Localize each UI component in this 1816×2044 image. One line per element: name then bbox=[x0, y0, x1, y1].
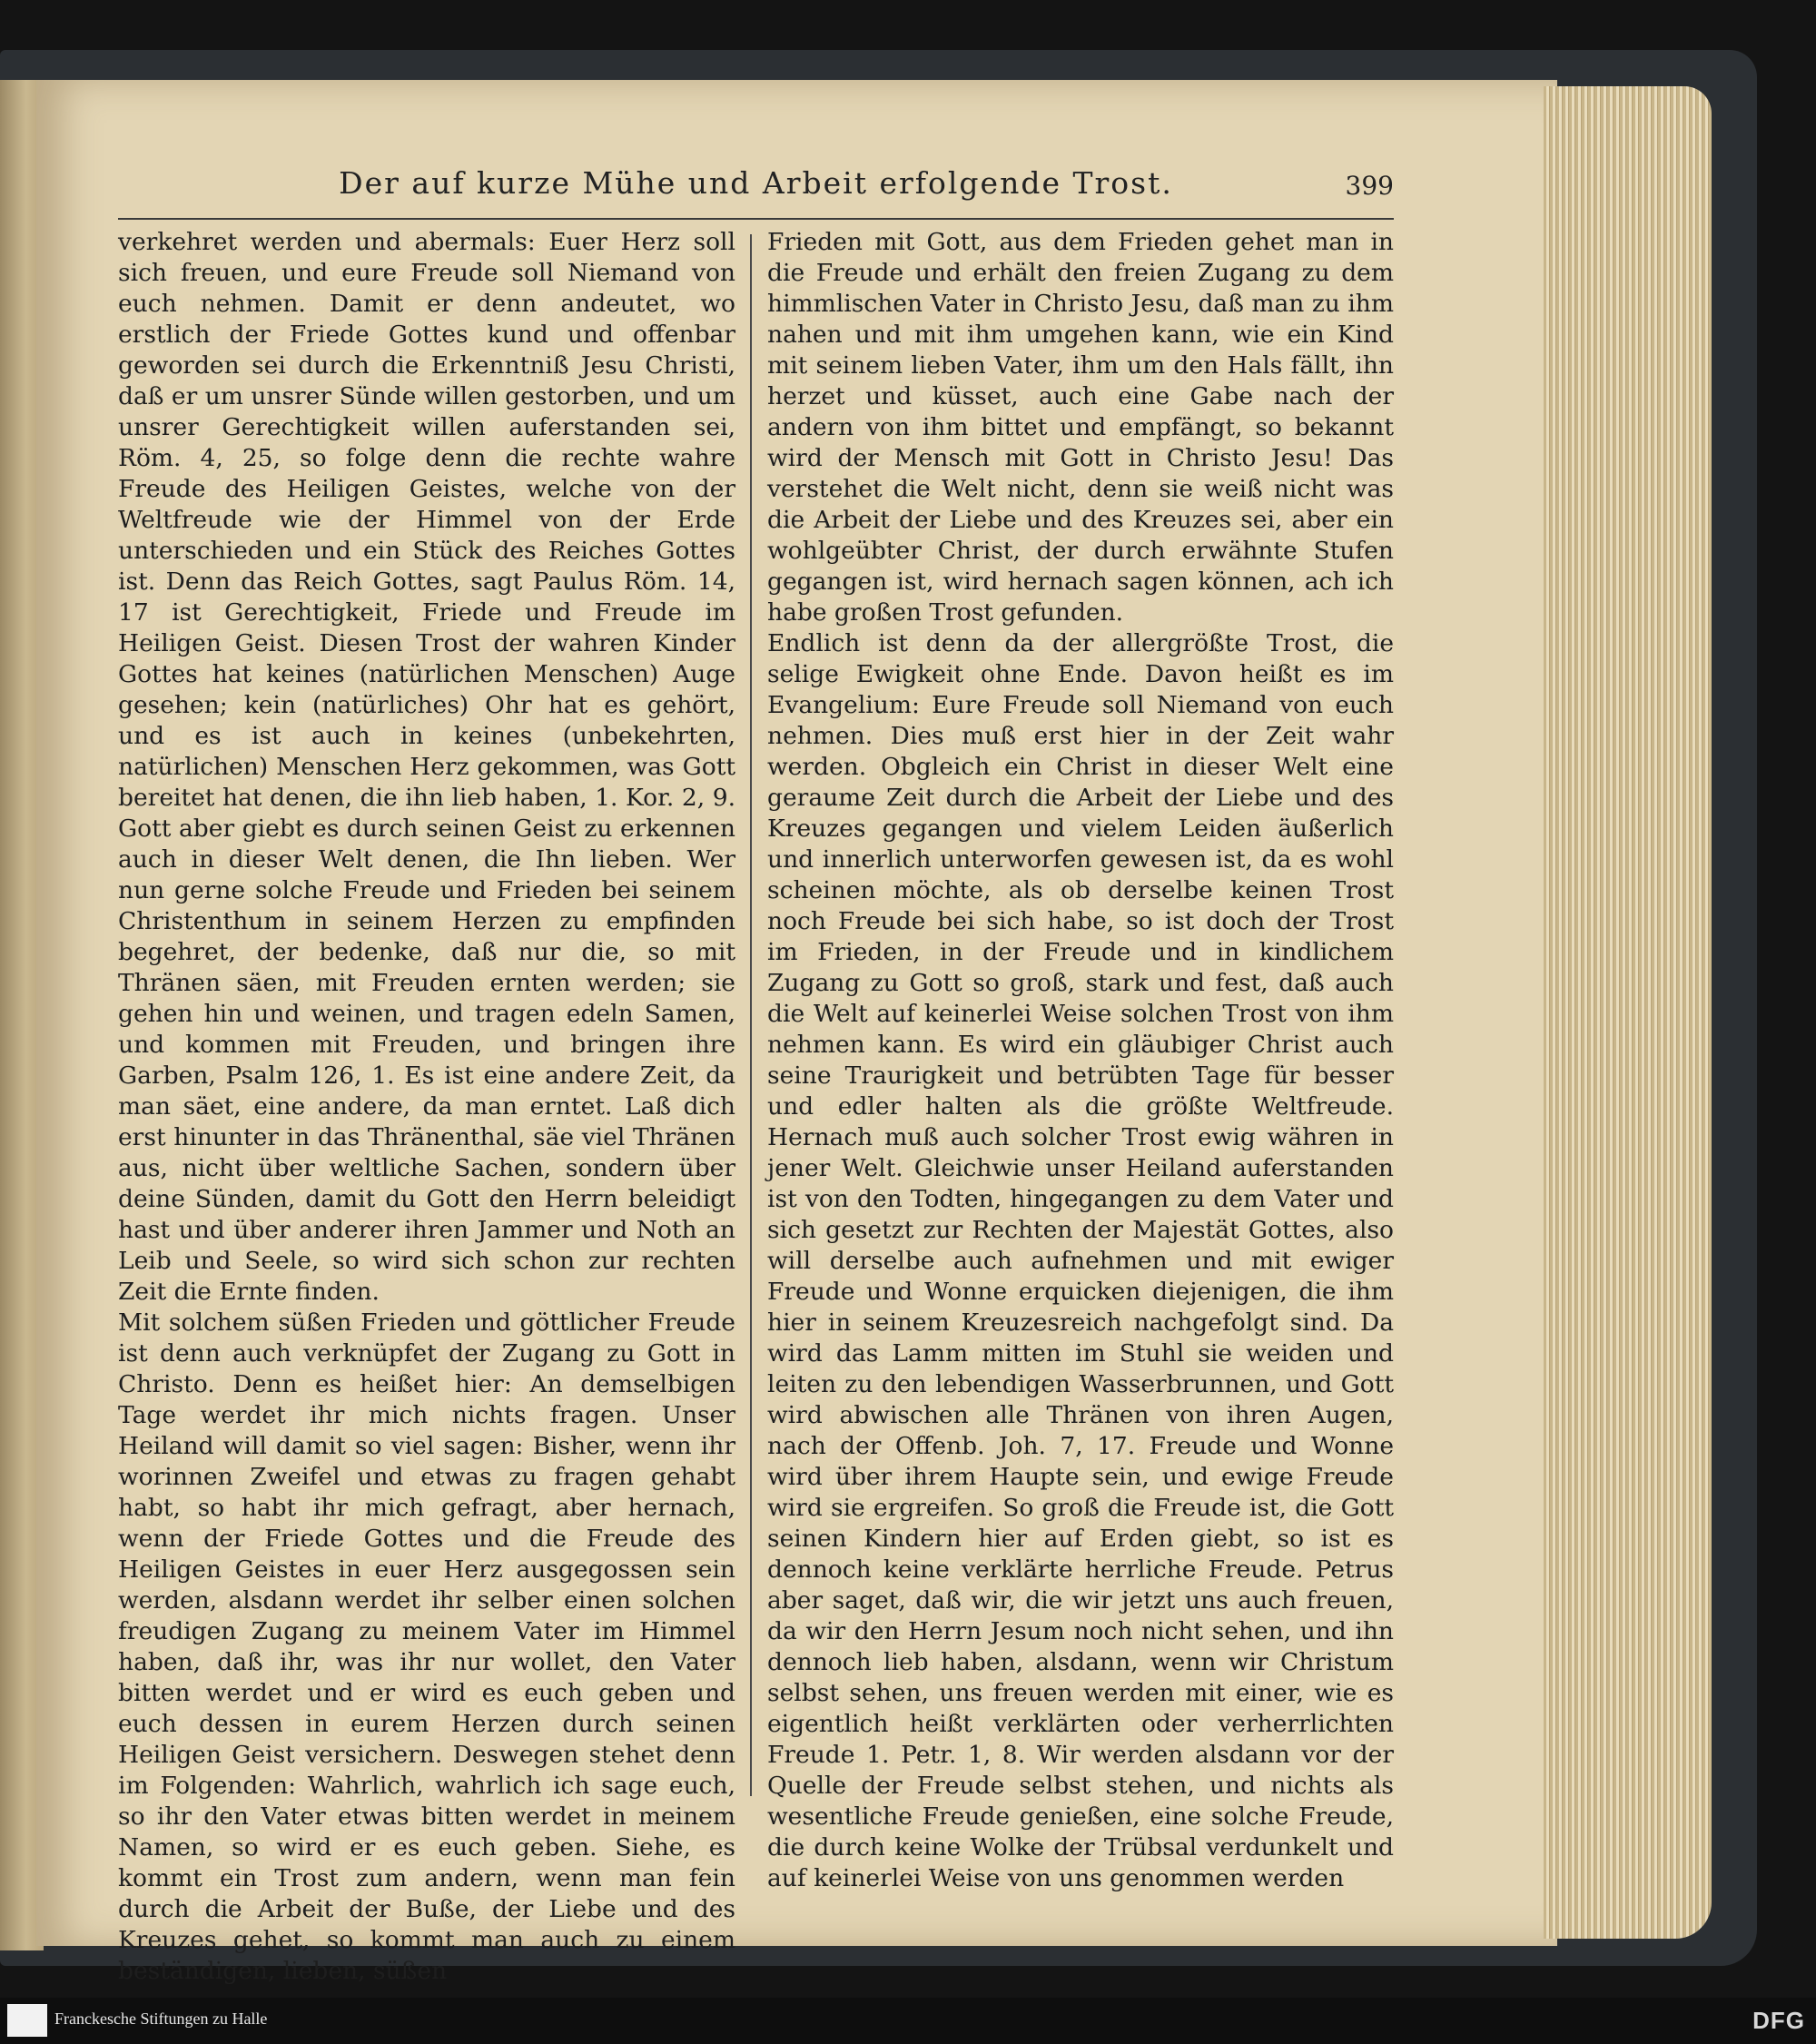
left-column bbox=[118, 227, 735, 1985]
institution-name: Franckesche Stiftungen zu Halle bbox=[54, 2009, 268, 2028]
viewer-footer bbox=[0, 1998, 1816, 2044]
left-column-text: verkehret werden und abermals: Euer Herz soll sich freuen, und eure Freude soll Niemand von euch nehmen. Damit er denn andeutet, wo erstlich der Friede Gottes kund und offenbar geworden sei durch die Erkenntniß Jesu Christi, daß er um unsrer Sünde willen gestorben, und um unsrer Gerechtigkeit willen auferstanden sei, Röm. 4, 25, so folge denn die rechte wahre Freude des Heiligen Geistes, welche von der Weltfreude wie der Himmel von der Erde unterschieden und ein Stück des Reiches Gottes ist. Denn das Reich Gottes, sagt Paulus Röm. 14, 17 ist Gerechtigkeit, Friede und Freude im Heiligen Geist. Diesen Trost der wahren Kinder Gottes hat keines (natürlichen Menschen) Auge gesehen; kein (natürliches) Ohr hat es gehört, und es ist auch in keines (unbekehrten, natürlichen) Menschen Herz gekommen, was Gott bereitet hat denen, die ihn lieb haben, 1. Kor. 2, 9. Gott aber giebt es durch seinen Geist zu erkennen auch in dieser Welt denen, die Ihn lieben. Wer nun gerne solche Freude und Frieden bei seinem Christenthum in seinem Herzen zu empfinden begehret, der bedenke, daß nur die, so mit Thränen säen, mit Freuden ernten werden; sie gehen hin und weinen, und tragen edeln Samen, und kommen mit Freuden, und bringen ihre Garben, Psalm 126, 1. Es ist eine andere Zeit, da man säet, eine andere, da man erntet. Laß dich erst hinunter in das Thränenthal, säe viel Thränen aus, nicht über weltliche Sachen, sondern über deine Sünden, damit du Gott den Herrn beleidigt hast und über anderer ihren Jammer und Noth an Leib und Seele, so wird sich schon zur rechten Zeit die Ernte finden. Mit solchem süßen Frieden und göttlicher Freude ist denn auch verknüpfet der Zugang zu Gott in Christo. Denn es heißet hier: An demselbigen Tage werdet ihr mich nichts fragen. Unser Heiland will damit so viel sagen: Bisher, wenn ihr worinnen Zweifel und etwas zu fragen gehabt habt, so habt ihr mich gefragt, aber hernach, wenn der Friede Gottes und die Freude des Heiligen Geistes in euer Herz ausgegossen sein werden, alsdann werdet ihr selber einen solchen freudigen Zugang zu meinem Vater im Himmel haben, daß ihr, was ihr nur wollet, den Vater bitten werdet und er wird es euch geben und euch dessen in eurem Herzen durch seinen Heiligen Geist versichern. Deswegen stehet denn im Folgenden: Wahrlich, wahrlich ich sage euch, so ihr den Vater etwas bitten werdet in meinem Namen, so wird er es euch geben. Siehe, es kommt ein Trost zum andern, wenn man fein durch die Arbeit der Buße, der Liebe und des Kreuzes gehet, so kommt man auch zu einem beständigen, lieben, süßen bbox=[118, 228, 735, 1985]
running-title: Der auf kurze Mühe und Arbeit erfolgende Trost. bbox=[339, 165, 1173, 201]
dfg-logo: DFG bbox=[1752, 2007, 1805, 2034]
page-edges bbox=[1544, 86, 1712, 1939]
page-number: 399 bbox=[1345, 171, 1394, 201]
institution-logo-icon bbox=[7, 2004, 47, 2037]
header-rule bbox=[118, 218, 1394, 220]
page-header bbox=[118, 163, 1394, 218]
right-column-text: Frieden mit Gott, aus dem Frieden gehet man in die Freude und erhält den freien Zugang zu dem himmlischen Vater in Christo Jesu, daß man zu ihm nahen und mit ihm umgehen kann, wie ein Kind mit seinem lieben Vater, ihm um den Hals fällt, ihn herzet und küsset, auch eine Gabe nach der andern von ihm bittet und empfängt, so bekannt wird der Mensch mit Gott in Christo Jesu! Das verstehet die Welt nicht, denn sie weiß nicht was die Arbeit der Liebe und des Kreuzes sei, aber ein wohlgeübter Christ, der durch erwähnte Stufen gegangen ist, wird hernach sagen können, ach ich habe großen Trost gefunden. Endlich ist denn da der allergrößte Trost, die selige Ewigkeit ohne Ende. Davon heißt es im Evangelium: Eure Freude soll Niemand von euch nehmen. Dies muß erst hier in der Zeit wahr werden. Obgleich ein Christ in dieser Welt eine geraume Zeit durch die Arbeit der Liebe und des Kreuzes gegangen und vielem Leiden äußerlich und innerlich unterworfen gewesen ist, da es wohl scheinen möchte, als ob derselbe keinen Trost noch Freude bei sich habe, so ist doch der Trost im Frieden, in der Freude und in kindlichem Zugang zu Gott so groß, stark und fest, daß auch die Welt auf keinerlei Weise solchen Trost von ihm nehmen kann. Es wird ein gläubiger Christ auch seine Traurigkeit und betrübten Tage für besser und edler halten als die größte Weltfreude. Hernach muß auch solcher Trost ewig währen in jener Welt. Gleichwie unser Heiland auferstanden ist von den Todten, hingegangen zu dem Vater und sich gesetzt zur Rechten der Majestät Gottes, also will derselbe auch aufnehmen und mit ewiger Freude und Wonne erquicken diejenigen, die ihm hier in seinem Kreuzesreich nachgefolgt sind. Da wird das Lamm mitten im Stuhl sie weiden und leiten zu den lebendigen Wasserbrunnen, und Gott wird abwischen alle Thränen von ihren Augen, nach der Offenb. Joh. 7, 17. Freude und Wonne wird über ihrem Haupte sein, und ewige Freude wird sie ergreifen. So groß die Freude ist, die Gott seinen Kindern hier auf Erden giebt, so ist es dennoch keine verklärte herrliche Freude. Petrus aber saget, daß wir, die wir jetzt uns auch freuen, da wir den Herrn Jesum noch nicht sehen, und ihn dennoch lieb haben, alsdann, wenn wir Christum selbst sehen, uns freuen werden mit einer, wie es eigentlich heißt verklärten oder verherrlichten Freude 1. Petr. 1, 8. Wir werden alsdann vor der Quelle der Freude selbst stehen, und nichts als wesentliche Freude genießen, eine solche Freude, die durch keine Wolke der Trübsal verdunkelt und auf keinerlei Weise von uns genommen werden bbox=[767, 228, 1394, 1892]
column-divider bbox=[750, 234, 752, 1796]
right-column bbox=[767, 227, 1394, 1892]
